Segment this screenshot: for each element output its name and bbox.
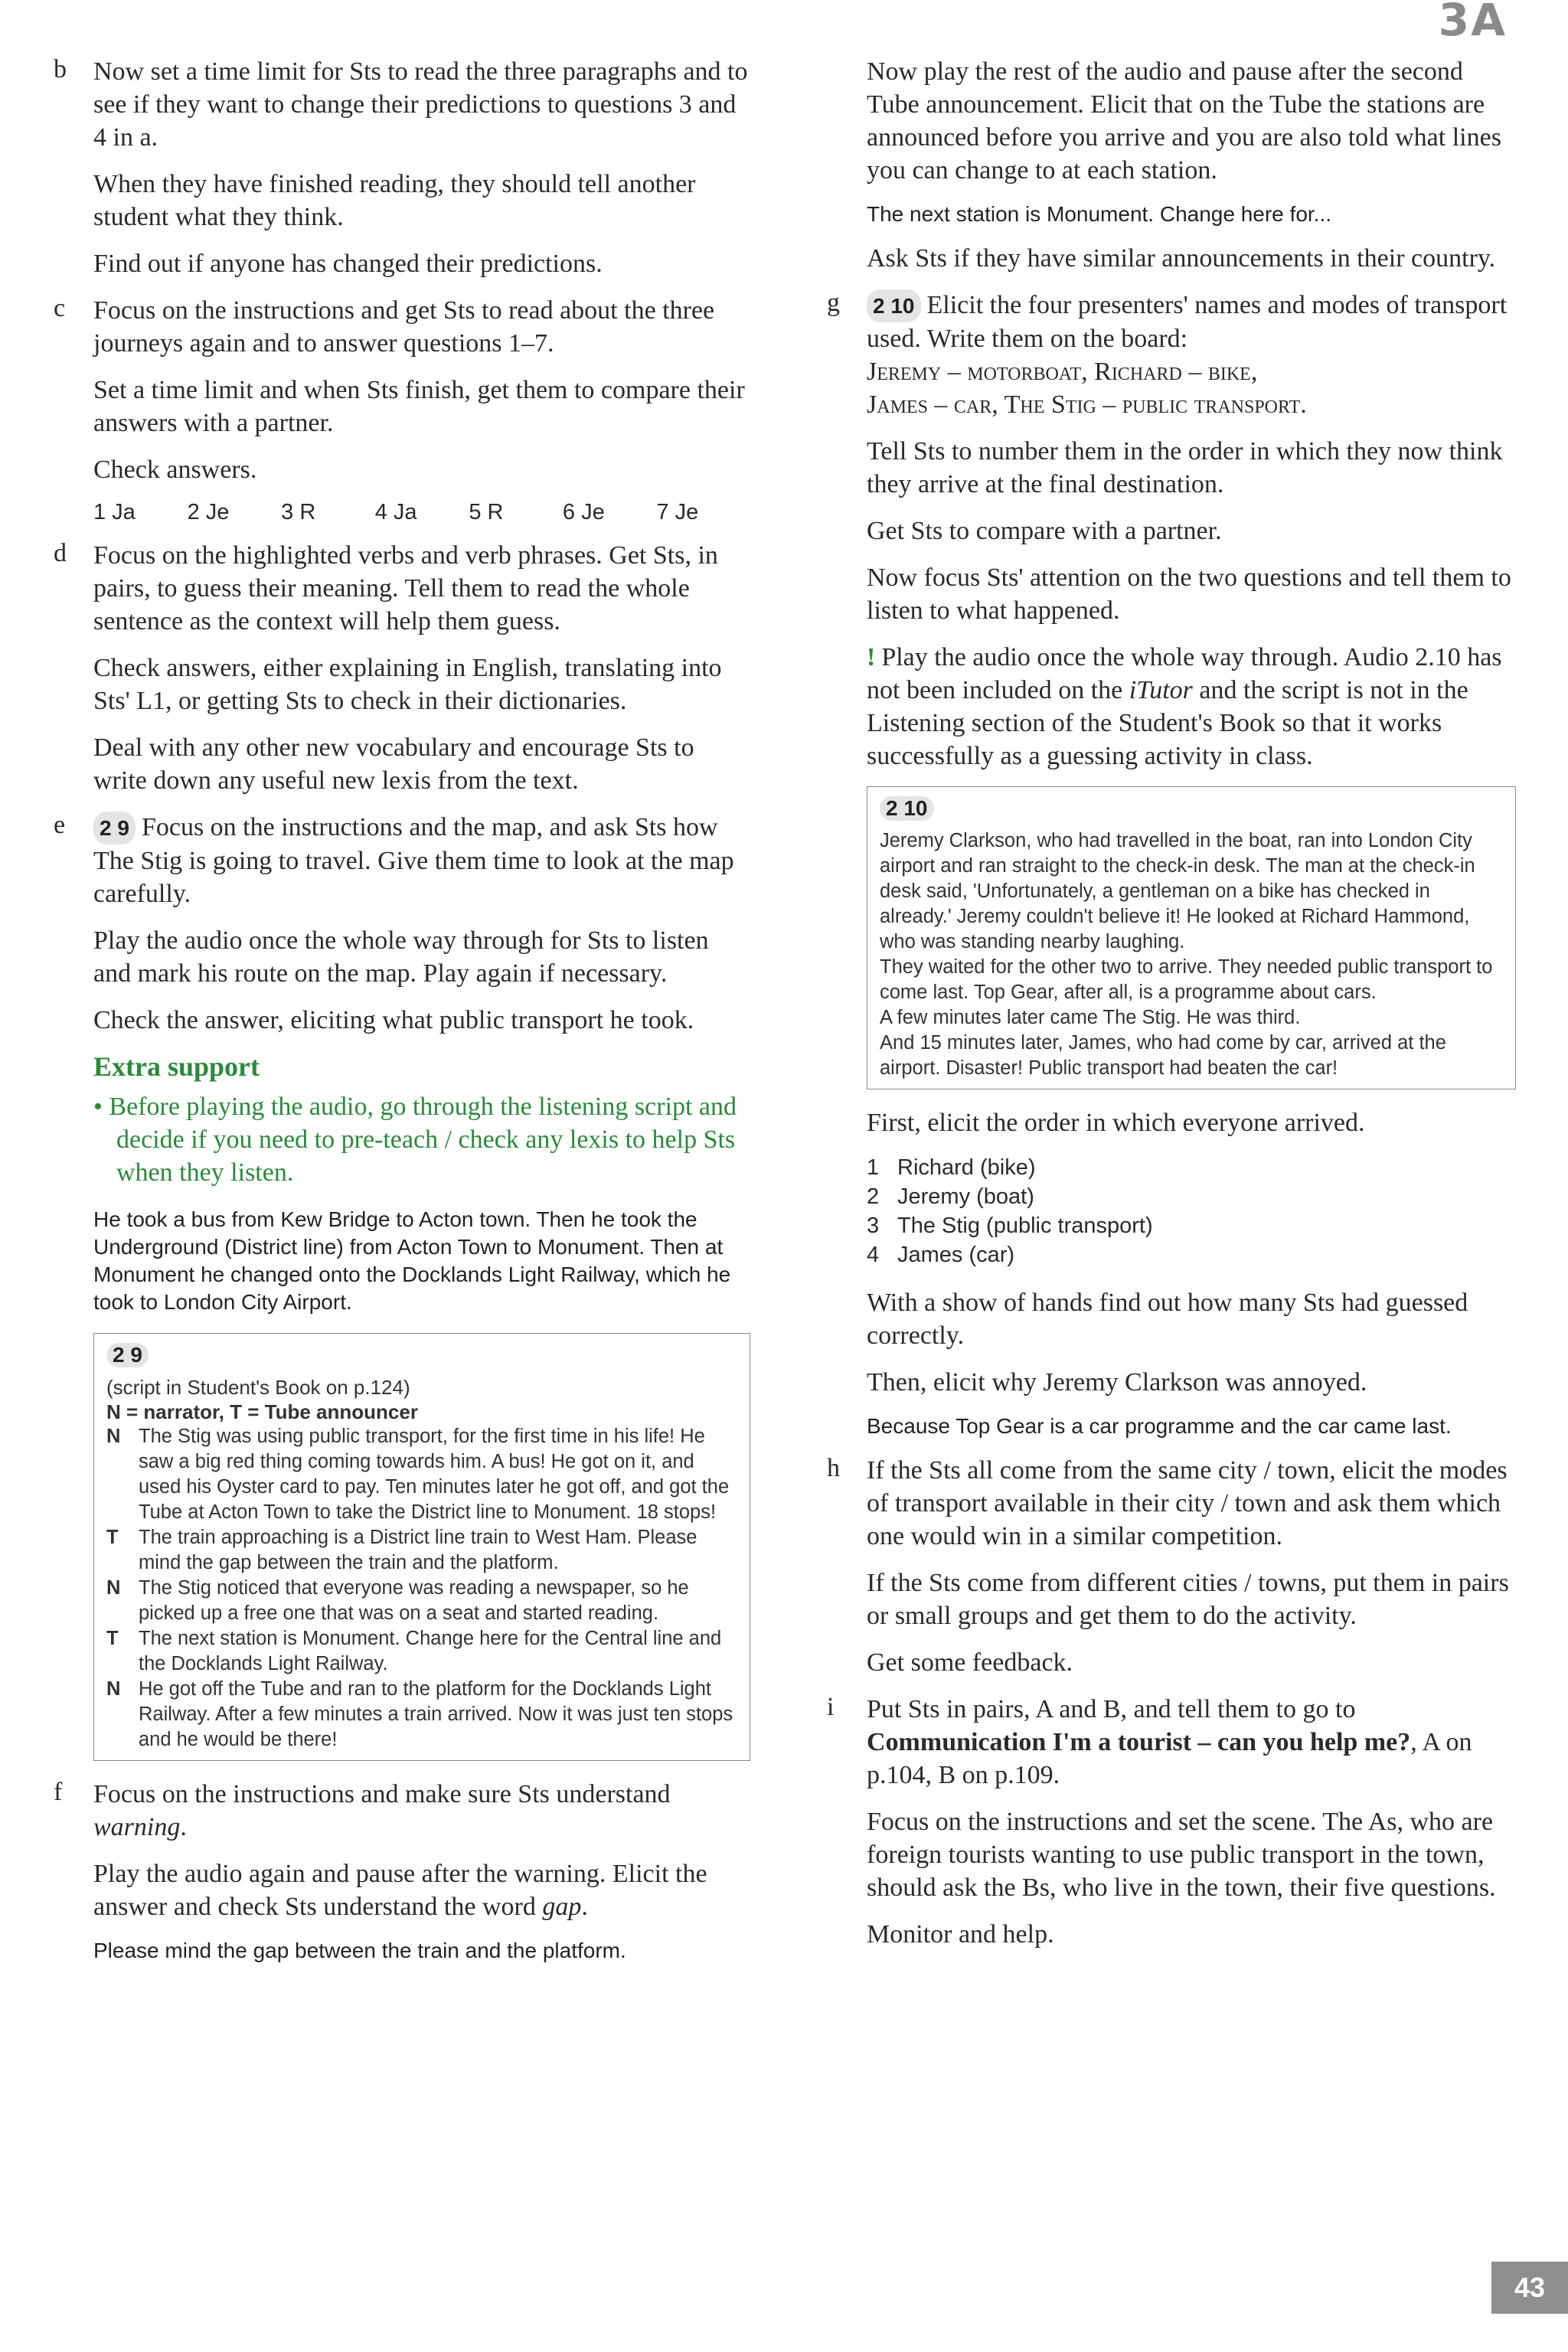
section-tag: 3A [1438, 0, 1507, 46]
script-key: N = narrator, T = Tube announcer [106, 1400, 418, 1423]
step-letter: b [54, 55, 67, 83]
extra-support-heading: Extra support [93, 1051, 260, 1082]
step-f [54, 1778, 750, 1965]
list-item [867, 1211, 1516, 1240]
list-number: 2 [867, 1184, 880, 1209]
speaker: T [106, 1628, 119, 1649]
answer-item: 3 R [281, 500, 316, 524]
answer-text: Because Top Gear is a car programme and the car came last. [867, 1414, 1452, 1438]
list-text: James (car) [897, 1243, 1015, 1267]
answer-key [93, 500, 750, 525]
paragraph: Now focus Sts' attention on the two questions and tell them to listen to what happened. [867, 564, 1511, 625]
step-g-continued [827, 1106, 1516, 1440]
list-item [867, 1240, 1516, 1269]
script-line [106, 1525, 737, 1576]
right-column [827, 55, 1516, 1965]
step-letter: g [827, 289, 840, 317]
paragraph: Check the answer, eliciting what public transport he took. [93, 1006, 694, 1034]
line-text: The Stig noticed that everyone was reading a newspaper, so he picked up a free one that was on a seat and started reading. [139, 1577, 689, 1624]
answer-item: 1 Ja [93, 500, 136, 524]
paragraph-text: . [581, 1893, 588, 1921]
speaker: N [106, 1678, 121, 1700]
board-text: Jeremy – motorboat, Richard – bike, [867, 358, 1258, 386]
answer-text: He took a bus from Kew Bridge to Acton town. Then he took the Underground (District line) from Acton Town to Monument. Then at Monument he changed onto the Docklands Light Railway, which he took to London City Airport. [93, 1207, 731, 1314]
audio-track-badge[interactable]: 2 9 [106, 1343, 149, 1367]
paragraph [93, 1857, 750, 1923]
speaker: N [106, 1426, 121, 1447]
communication-link: Communication I'm a tourist – can you help me? [867, 1728, 1411, 1756]
board-text: James – car, The Stig – public transport. [867, 390, 1307, 419]
script-paragraph: And 15 minutes later, James, who had come by car, arrived at the airport. Disaster! Public transport had beaten the car! [880, 1032, 1446, 1079]
list-number: 1 [867, 1155, 880, 1180]
audio-script-2-9 [93, 1333, 750, 1761]
paragraph-text: Elicit the four presenters' names and modes of transport used. Write them on the board: [867, 291, 1508, 353]
paragraph: Find out if anyone has changed their predictions. [93, 250, 603, 278]
paragraph: Check answers, either explaining in English, translating into Sts' L1, or getting Sts to check in their dictionaries. [93, 654, 722, 715]
paragraph: Get some feedback. [867, 1648, 1073, 1677]
list-text: Richard (bike) [897, 1155, 1036, 1180]
line-text: The next station is Monument. Change here for the Central line and the Docklands Light Railway. [139, 1628, 722, 1674]
audio-script-2-10 [867, 786, 1516, 1089]
paragraph [93, 1778, 750, 1844]
paragraph: Monitor and help. [867, 1920, 1054, 1949]
arrival-order-list [867, 1153, 1516, 1269]
script-line [106, 1576, 737, 1626]
step-d [54, 539, 750, 797]
paragraph-text: Play the audio again and pause after the warning. Elicit the answer and check Sts understand the word [93, 1860, 707, 1921]
step-c [54, 294, 750, 525]
emphasis: gap [542, 1893, 582, 1921]
paragraph: Deal with any other new vocabulary and encourage Sts to write down any useful new lexis from the text. [93, 733, 694, 795]
paragraph: Focus on the instructions and get Sts to read about the three journeys again and to answer questions 1–7. [93, 296, 715, 358]
list-number: 3 [867, 1214, 880, 1238]
line-text: The train approaching is a District line train to West Ham. Please mind the gap between the train and the platform. [139, 1527, 697, 1573]
script-paragraph: Jeremy Clarkson, who had travelled in the boat, ran into London City airport and ran straight to the check-in desk. The man at the check-in desk said, 'Unfortunately, a gentleman on a bike has checked in already.' Jeremy couldn't believe it! He looked at Richard Hammond, who was standing nearby laughing. [880, 830, 1475, 952]
step-e [54, 811, 750, 1316]
paragraph-text: , A on p.104, B on p.109. [867, 1728, 1472, 1789]
paragraph [867, 1693, 1516, 1792]
paragraph: Now set a time limit for Sts to read the three paragraphs and to see if they want to change their predictions to questions 3 and 4 in a. [93, 57, 748, 152]
step-i [827, 1693, 1516, 1951]
paragraph: Then, elicit why Jeremy Clarkson was annoyed. [867, 1368, 1367, 1396]
emphasis: warning [93, 1813, 181, 1841]
script-line [106, 1626, 737, 1677]
paragraph-text: Put Sts in pairs, A and B, and tell them to go to [867, 1695, 1356, 1723]
paragraph: Tell Sts to number them in the order in which they now think they arrive at the final destination. [867, 437, 1503, 498]
paragraph: Get Sts to compare with a partner. [867, 517, 1222, 545]
list-item [867, 1182, 1516, 1211]
paragraph [867, 289, 1516, 421]
page-number: 43 [1491, 2262, 1568, 2314]
emphasis: iTutor [1129, 676, 1193, 704]
paragraph [93, 811, 750, 910]
answer-item: 2 Je [187, 500, 230, 524]
speaker: N [106, 1577, 121, 1599]
warning-icon: ! [867, 643, 876, 671]
paragraph: Set a time limit and when Sts finish, get them to compare their answers with a partner. [93, 376, 745, 437]
answer-text: The next station is Monument. Change here for... [867, 202, 1332, 226]
script-line [106, 1677, 737, 1753]
left-column [54, 55, 750, 1978]
audio-track-badge[interactable]: 2 10 [867, 289, 921, 322]
step-letter: h [827, 1454, 840, 1482]
step-letter: c [54, 294, 66, 322]
paragraph-text: and the script is not in the Listening section of the Student's Book so that it works successfully as a guessing activity in class. [867, 676, 1468, 770]
list-text: Jeremy (boat) [897, 1184, 1034, 1209]
answer-text: Please mind the gap between the train and the platform. [93, 1939, 626, 1962]
paragraph-text: Play the audio once the whole way through. Audio 2.10 has not been included on the [867, 643, 1502, 704]
answer-item: 5 R [469, 500, 504, 524]
paragraph: Focus on the instructions and set the scene. The As, who are foreign tourists wanting to use public transport in the town, should ask the Bs, who live in the town, their five questions. [867, 1808, 1496, 1902]
paragraph: Focus on the highlighted verbs and verb phrases. Get Sts, in pairs, to guess their meaning. Tell them to read the whole sentence as the context will help them guess. [93, 541, 718, 635]
list-number: 4 [867, 1243, 880, 1267]
paragraph-text: . [180, 1813, 187, 1841]
paragraph: Play the audio once the whole way through for Sts to listen and mark his route on the map. Play again if necessary. [93, 926, 709, 988]
paragraph: When they have finished reading, they should tell another student what they think. [93, 170, 696, 231]
script-paragraph: They waited for the other two to arrive. They needed public transport to come last. Top Gear, after all, is a programme about cars. [880, 956, 1493, 1003]
list-text: The Stig (public transport) [897, 1214, 1153, 1238]
paragraph-text: Focus on the instructions and make sure Sts understand [93, 1780, 671, 1808]
paragraph: If the Sts come from different cities / towns, put them in pairs or small groups and get them to do the activity. [867, 1569, 1509, 1630]
extra-support-bullet: • Before playing the audio, go through the listening script and decide if you need to pre-teach / check any lexis to help Sts when they listen. [93, 1093, 737, 1187]
answer-item: 7 Je [656, 500, 699, 524]
step-letter: e [54, 811, 66, 839]
step-h [827, 1454, 1516, 1679]
step-letter: d [54, 539, 67, 567]
step-g [827, 289, 1516, 773]
script-line [106, 1424, 737, 1525]
audio-track-badge[interactable]: 2 10 [880, 796, 934, 821]
paragraph: First, elicit the order in which everyone arrived. [867, 1109, 1365, 1137]
line-text: He got off the Tube and ran to the platform for the Docklands Light Railway. After a few minutes a train arrived. Now it was just ten stops and he would be there! [139, 1678, 733, 1750]
paragraph: If the Sts all come from the same city / town, elicit the modes of transport available in their city / town and ask them which one would win in a similar competition. [867, 1456, 1508, 1550]
list-item [867, 1153, 1516, 1182]
speaker: T [106, 1527, 119, 1548]
paragraph: Ask Sts if they have similar announcements in their country. [867, 244, 1496, 273]
step-f-continued [827, 55, 1516, 275]
step-b [54, 55, 750, 280]
paragraph: Now play the rest of the audio and pause after the second Tube announcement. Elicit that on the Tube the stations are announced before you arrive and you are also told what lines you can change to at each station. [867, 57, 1501, 185]
answer-item: 4 Ja [374, 500, 417, 524]
script-paragraph: A few minutes later came The Stig. He was third. [880, 1007, 1301, 1028]
paragraph [867, 641, 1516, 773]
line-text: The Stig was using public transport, for the first time in his life! He saw a big red thing coming towards him. A bus! He got on it, and used his Oyster card to pay. Ten minutes later he got off, and got the Tube at Acton Town to take the District line to Monument. 18 stops! [139, 1426, 730, 1523]
step-letter: f [54, 1778, 63, 1806]
answer-item: 6 Je [562, 500, 605, 524]
step-letter: i [827, 1693, 835, 1721]
script-note: (script in Student's Book on p.124) [106, 1376, 410, 1399]
audio-track-badge[interactable]: 2 9 [93, 812, 136, 844]
paragraph: Check answers. [93, 456, 257, 484]
paragraph-text: Focus on the instructions and the map, and ask Sts how The Stig is going to travel. Give them time to look at the map carefully. [93, 813, 734, 908]
paragraph: With a show of hands find out how many Sts had guessed correctly. [867, 1289, 1468, 1350]
